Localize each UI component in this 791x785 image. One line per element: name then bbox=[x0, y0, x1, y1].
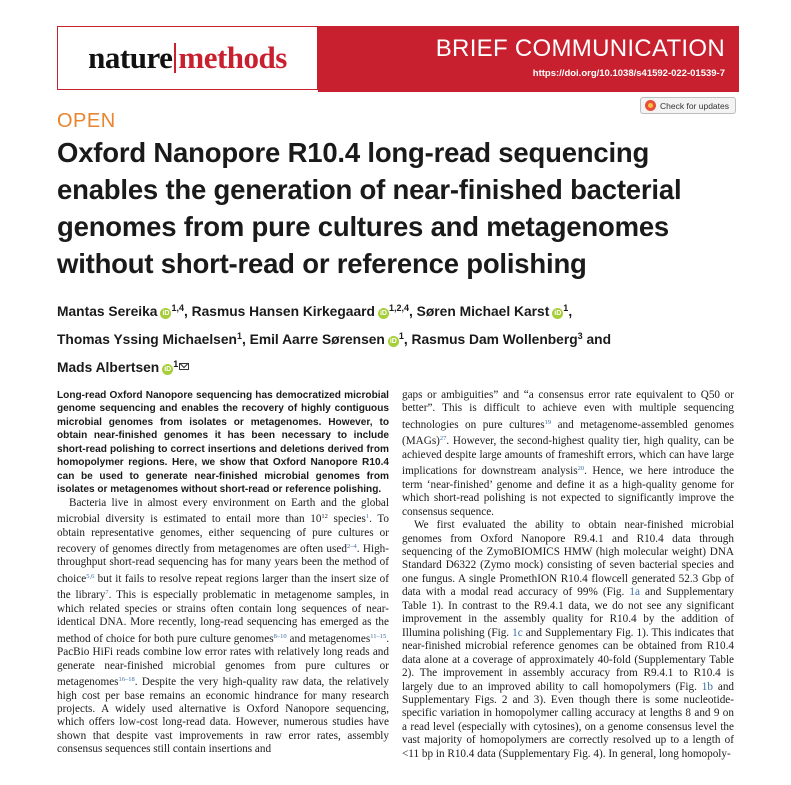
figure-link[interactable]: 1b bbox=[701, 680, 713, 693]
author[interactable]: Mantas Sereika iD$^{1,4}$ bbox=[57, 303, 184, 319]
author-corresponding[interactable]: Mads Albertsen iD$^1$ bbox=[57, 360, 189, 375]
citation[interactable]: 2–4 bbox=[346, 542, 357, 550]
body-column-left bbox=[57, 389, 389, 757]
figure-link[interactable]: 1c bbox=[512, 626, 523, 639]
author[interactable]: Rasmus Hansen Kirkegaard iD$^{1,2,4}$ bbox=[191, 303, 409, 319]
citation[interactable]: 5,6 bbox=[86, 572, 95, 580]
citation[interactable]: 7 bbox=[105, 589, 109, 597]
paragraph: We first evaluated the ability to obtain near-finished microbial genomes from Oxford Nanopore R9.4.1 and R10.4 data through sequencing of the ZymoBIOMICS HMW (high molecular weight) DNA Standard D6322 (Zymo mock) consisting of seven bacterial species and one fungus. A single PromethION R10.4 flowcell generated 52.3 Gbp of data with a modal read accuracy of 99% (Fig. 1a and Supplementary Table 1). In contrast to the R9.4.1 data, we do not see any significant improvement in the assembly quality for R10.4 by the addition of Illumina polishing (Fig. 1c and Supplementary Fig. 1). This indicates that near-finished microbial reference genomes can be obtained from R10.4 data alone at a coverage of approximately 40-fold (Supplementary Table 2). The improvement in assembly accuracy from R9.4.1 to R10.4 is largely due to an improved ability to call homopolymers (Fig. 1b and Supplementary Figs. 2 and 3). Even though there is some nucleotide-specific variation in homopolymer calling accuracy at lengths 8 and 9 on a read level (especially with cytosines), on a genome consensus level the vast majority of homopolymers are correctly resolved up to a length of <11 bp in R10.4 data (Supplementary Fig. 4). In general, long homopoly- bbox=[402, 519, 735, 760]
figure-link[interactable]: 1a bbox=[629, 586, 640, 599]
check-updates-label: Check for updates bbox=[660, 100, 729, 111]
citation[interactable]: 8–10 bbox=[273, 632, 287, 640]
citation[interactable]: 27 bbox=[439, 435, 447, 443]
citation[interactable]: 16–18 bbox=[118, 676, 135, 684]
open-access-label: OPEN bbox=[57, 110, 116, 132]
doi-link[interactable]: https://doi.org/10.1038/s41592-022-01539-7 bbox=[532, 68, 725, 79]
abstract: Long-read Oxford Nanopore sequencing has democratized microbial genome sequencing and enables the recovery of highly contiguous microbial genomes from isolates or metagenomes. However, to obtain near-finished genomes it has been necessary to include short-read polishing to correct insertions and deletions derived from homopolymer regions. Here, we show that Oxford Nanopore R10.4 can be used to generate near-finished microbial genomes from isolates or metagenomes without short-read or reference polishing. bbox=[57, 390, 389, 496]
orcid-icon[interactable]: iD bbox=[162, 310, 170, 317]
citation[interactable]: 1 bbox=[365, 513, 370, 521]
journal-logo[interactable] bbox=[57, 26, 318, 90]
citation[interactable]: 11–15 bbox=[370, 632, 387, 640]
author[interactable]: Rasmus Dam Wollenberg$^3$ bbox=[411, 331, 583, 347]
check-for-updates-button[interactable] bbox=[640, 97, 736, 114]
body-column-right bbox=[402, 389, 734, 761]
journal-header bbox=[57, 26, 739, 92]
citation[interactable]: 20 bbox=[577, 465, 585, 473]
crossmark-icon bbox=[645, 100, 656, 111]
orcid-icon[interactable]: iD bbox=[389, 338, 397, 345]
author[interactable]: Emil Aarre Sørensen iD$^1$ bbox=[249, 331, 404, 347]
paragraph: gaps or ambiguities” and “a consensus error rate equivalent to Q50 or better”. This is difficult to achieve even with multiple sequencing technologies on pure cultures$^{19}$ and metagenome-assembled genomes (MAGs)$^{27}$. However, the second-highest quality tier, high quality, can be achieved despite large amounts of frameshift errors, which can have large implications for downstream analysis$^{20}$. Hence, we here introduce the term ‘near-finished’ genome and define it as a high-quality genome for which short-read polishing is not expected to significantly improve the consensus sequence. bbox=[402, 389, 735, 518]
orcid-icon[interactable]: iD bbox=[164, 366, 172, 373]
article-type-banner bbox=[318, 26, 739, 92]
logo-divider bbox=[174, 43, 176, 73]
orcid-icon[interactable]: iD bbox=[379, 310, 387, 317]
logo-word-methods: methods bbox=[178, 40, 287, 75]
author[interactable]: Thomas Yssing Michaelsen$^1$ bbox=[57, 331, 242, 347]
article-title: Oxford Nanopore R10.4 long-read sequencing enables the generation of near-finished bacterial genomes from pure cultures and metagenomes without short-read or reference polishing bbox=[57, 137, 682, 279]
citation[interactable]: 19 bbox=[544, 418, 552, 426]
email-icon[interactable] bbox=[179, 363, 189, 370]
paragraph: Bacteria live in almost every environment on Earth and the global microbial diversity is estimated to entail more than $10^{12}$ species$^1$. To obtain representative genomes, either sequencing of pure cultures or recovery of genomes directly from metagenomes are often used$^{2-4}$. High-throughput short-read sequencing has for many years been the method of choice$^{5,6}$ but it fails to resolve repeat regions larger than the insert size of the library$^7$. This is especially problematic in metagenome samples, in which related species or strains often contain long sequences of near-identical DNA. More recently, long-read sequencing has emerged as the method of choice for both pure culture genomes$^{8-10}$ and metagenomes$^{11-15}$. PacBio HiFi reads combine low error rates with relatively long reads and generate near-finished microbial genomes from pure cultures or metagenomes$^{16-18}$. Despite the very high-quality raw data, the relatively high cost per base remains an economic hindrance for many research projects. A widely used alternative is Oxford Nanopore sequencing, which offers low-cost long-read data. However, numerous studies have shown that despite vast improvements in raw error rates, assembly consensus sequences still contain insertions and bbox=[57, 496, 389, 756]
orcid-icon[interactable]: iD bbox=[554, 310, 562, 317]
logo-word-nature: nature bbox=[88, 40, 173, 75]
author[interactable]: Søren Michael Karst iD$^1$ bbox=[416, 303, 569, 319]
author-list: Mantas Sereika iD$^{1,4}$, Rasmus Hansen Kirkegaard iD$^{1,2,4}$, Søren Michael Karst iD$^1$, Thomas Yssing Michaelsen$^1$, Emil Aarre Sørensen iD$^1$, Rasmus Dam Wollenberg$^3$ and Mads Albertsen iD$^1$ bbox=[57, 303, 612, 375]
article-type: BRIEF COMMUNICATION bbox=[435, 35, 725, 62]
